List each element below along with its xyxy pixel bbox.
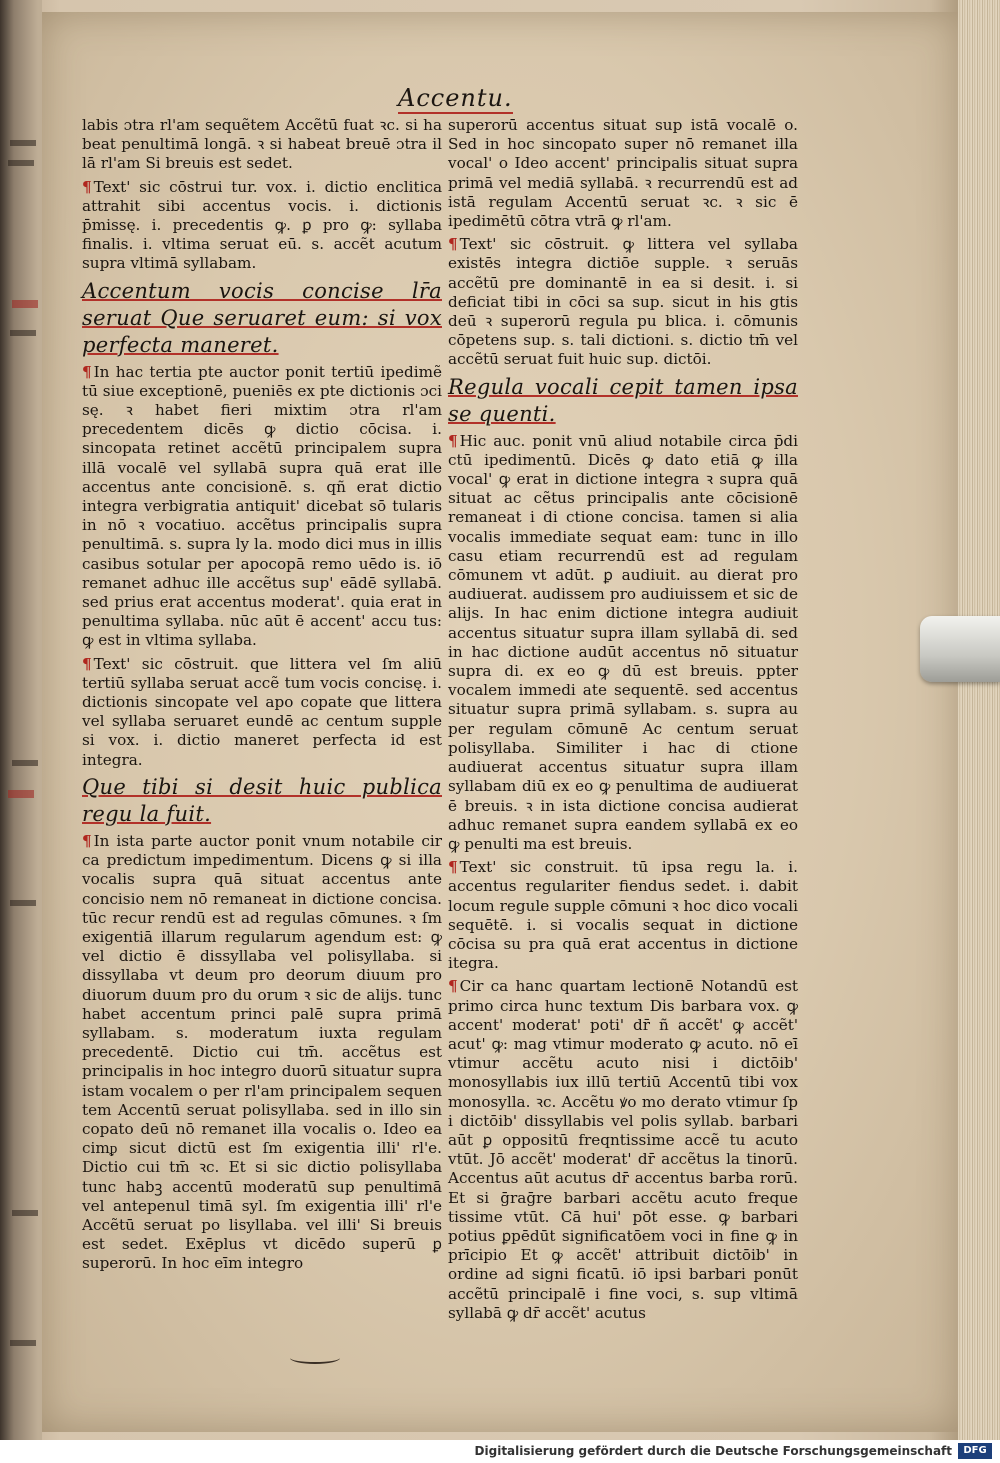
funding-credit: Digitalisierung gefördert durch die Deutsche Forschungsgemeinschaft [474, 1444, 952, 1458]
verse-line: Accentum vocis concise lr̄a seruat Que seruaret eum: si vox perfecta maneret. [82, 278, 442, 357]
running-header: Accentu. [398, 84, 513, 112]
verse-line: Que tibi si desit huic publica regu la fuit. [82, 774, 442, 826]
paragraph: ¶ In hac tertia pte auctor ponit tertiū ipedimẽ tū siue exceptionē, pueniēs ex pte dictionis ɔci sę. ꝛ habet fieri mixtim ɔtra rl'am precedentem dicēs ꝙ dictio cōcisa. i. sincopata retinet accẽtū principalem supra illā vocalē vel syllabā supra quā erat ille accentus ante concisionē. s. qñ erat dictio integra verbigratia antiquit' dicebat sō tularis in nō ꝛ vocatiuo. accẽtus principalis supra penultimā. s. supra ly la. modo dici mus in illis casibus sotular per apocopā remo uēdo is. iō remanet adhuc ille accẽtus sup' eādē syllabā. sed prius erat accentus moderat'. quia erat in penultima syllaba. nūc aūt ē accent' accu tus: ꝙ est in vltima syllaba. [82, 362, 442, 650]
paragraph: ¶ Cir ca hanc quartam lectionē Notandū est primo circa hunc textum Dis barbara vox. ꝙ accent' moderat' poti' dr̄ ñ accẽt' ꝙ accẽt' acut' ꝙ: mag vtimur moderato ꝙ acuto. nō eī vtimur accẽtu acuto nisi i dictōib' monosyllabis iux illū tertiū Accentū tibi vox monosylla. ꝛc. Accẽtu ꝟo mo derato vtimur ſp i dictōib' dissyllabis vel polis syllab. barbari aūt ꝑ oppositū freqntissime accẽ tu acuto vtūt. Jō accẽt' moderat' dr̄ accẽtus la tinorū. Accentus aūt acutus dr̄ accentus barba rorū. Et si ḡraḡre barbari accẽtu acuto freque tissime vtūt. Cā hui' pōt esse. ꝙ barbari potius ꝑpēdūt significatōem voci in fine ꝙ in prīcipio Et ꝙ accẽt' attribuit dictōib' in ordine ad signi ficatū. iō ipsi barbari ponūt accẽtū principalē i fine voci, s. sup vltimā syllabā ꝙ dr̄ accẽt' acutus [448, 977, 798, 1322]
funding-footer [0, 1440, 1000, 1463]
page-clip [920, 616, 1000, 682]
signature-flourish [290, 1352, 340, 1364]
paragraph: ¶ In ista parte auctor ponit vnum notabile cir ca predictum impedimentum. Dicens ꝙ si illa vocalis supra quā situat accentus ante concisio nem nō remaneat in dictione concisa. tūc recur rendū est ad regulas cōmunes. ꝛ ſm exigentiā illarum regularum agendum est: ꝙ vel dictio ē dissyllaba vel polisyllaba. si dissyllaba vt deum pro deorum diuum pro diuorum duum pro du orum ꝛ sic de alijs. tunc habet accentum princi palē supra primā syllabam. s. moderatum iuxta regulam precedentē. Dictio cui tm̄. accẽtus est principalis in hoc integro duorū situatur supra istam vocalem o per rl'am principalem sequen tem Accentū seruat polisyllaba. sed in illo sin copato deū nō remanet illa vocalis o. Ideo ea cimᵱ sicut dictū est ſm exigentia illi' rl'e. Dictio cui tm̄ ꝛc. Et si sic dictio polisyllaba tunc habꝫ accentū moderatū sup penultimā vel antepenul timā syl. ſm exigentia illi' rl'e Accẽtū seruat po lisyllaba. vel illi' Si breuis est sedet. Exēplus vt dicēdo superū ꝑ superorū. In hoc eīm integro [82, 831, 442, 1273]
pilcrow-icon: ¶ [82, 177, 92, 196]
verse-line: Regula vocali cepit tamen ipsa se quenti. [448, 374, 798, 426]
paragraph: superorū accentus situat sup istā vocalē o. Sed in hoc sincopato super nō remanet illa vocal' o Ideo accent' principalis situat supra primā vel mediā syllabā. ꝛ recurrendū est ad istā regulam Accentū seruat ꝛc. ꝛ sic ē ipedimētū cōtra vtrā ꝙ rl'am. [448, 116, 798, 231]
paragraph: ¶ Text' sic construit. tū ipsa regu la. i. accentus regulariter fiendus sedet. i. dabit locum regule supple cōmuni ꝛ hoc dico vocali sequētē. i. si vocalis sequat in dictione cōcisa su pra quā erat accentus in dictione itegra. [448, 858, 798, 973]
page-stack-edges [958, 0, 1000, 1440]
paragraph: ¶ Text' sic cōstruit. ꝙ littera vel syllaba existēs integra dictiōe supple. ꝛ seruās accẽtū pre dominantē in ea si desit. i. si deficiat tibi in cōci sa sup. sicut in his gtis deū ꝛ superorū regula pu blica. i. cōmunis cōpetens sup. s. tali dictioni. s. dictio tm̄ vel accẽtū seruat fuit huic sup. dictōi. [448, 235, 798, 369]
paragraph: ¶ Hic auc. ponit vnū aliud notabile circa p̄di ctū ipedimentū. Dicēs ꝙ dato etiā ꝙ illa vocal' ꝙ erat in dictione integra ꝛ supra quā situat ac cẽtus principalis ante cōcisionē remaneat i di ctione concisa. tamen si alia vocalis immediate sequat eam: tunc in illo casu etiam recurrendū est ad regulam cōmunem vt adūt. ꝑ audiuit. au dierat pro audiuerat. audissem pro audiuissem et sic de alijs. In hac enim dictione integra audiuit accentus situatur supra illam syllabā di. sed in hac dictione audūt accentus nō situatur supra di. ex eo ꝙ dū est breuis. ppter vocalem immedi ate sequentē. sed accentus situatur supra primā syllabam. s. supra au per regulam cōmunē Ac centum seruat polisyllaba. Similiter i hac di ctione audiuerat accentus situatur supra illam syllabam diū ex eo ꝙ penultima de audiuerat ē breuis. ꝛ in ista dictione concisa audierat adhuc remanet supra eandem syllabā ex eo ꝙ penulti ma est breuis. [448, 431, 798, 853]
paragraph: labis ɔtra rl'am sequẽtem Accẽtū fuat ꝛc. si ha beat penultimā longā. ꝛ si habeat breuē ɔtra il lā rl'am Si breuis est sedet. [82, 116, 442, 173]
left-column [82, 116, 442, 1278]
paragraph: ¶ Text' sic cōstruit. que littera vel ſm aliū tertiū syllaba seruat accẽ tum vocis concisę. i. dictionis sincopate vel apo copate que littera vel syllaba seruaret eundē ac centum supple si vox. i. dictio maneret perfecta id est integra. [82, 654, 442, 769]
pilcrow-icon: ¶ [82, 362, 92, 381]
pilcrow-icon: ¶ [448, 235, 458, 254]
left-page-edge [0, 0, 42, 1440]
pilcrow-icon: ¶ [82, 831, 92, 850]
paragraph: ¶ Text' sic cōstrui tur. vox. i. dictio enclitica attrahit sibi accentus vocis. i. dictionis p̄missę. i. precedentis ꝙ. ꝑ pro ꝙ: syllaba finalis. i. vltima seruat eū. s. accẽt acutum supra vltimā syllabam. [82, 177, 442, 273]
right-column [448, 116, 798, 1327]
pilcrow-icon: ¶ [448, 431, 458, 450]
dfg-logo-icon: DFG [958, 1443, 992, 1459]
pilcrow-icon: ¶ [448, 858, 458, 877]
pilcrow-icon: ¶ [448, 977, 458, 996]
pilcrow-icon: ¶ [82, 654, 92, 673]
